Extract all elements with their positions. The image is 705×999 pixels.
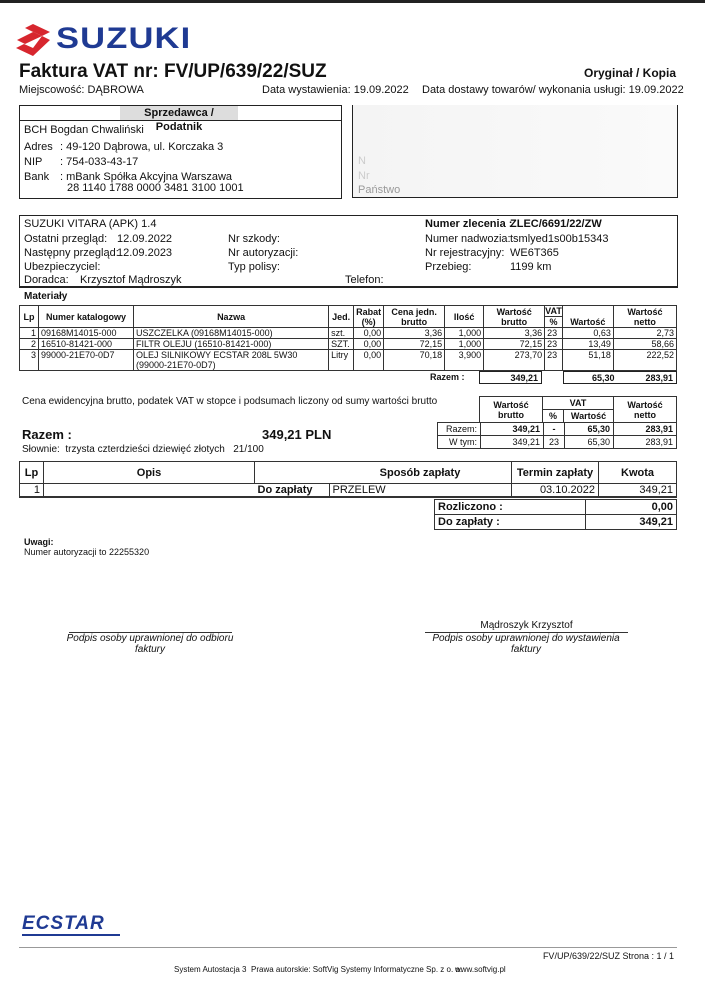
sum-wtym-vat: 65,30 <box>565 436 614 449</box>
seller-nip: : 754-033-43-17 <box>60 156 139 168</box>
last-inspection: 12.09.2022 <box>117 233 173 245</box>
materials-total-vat: 65,30 <box>592 373 615 383</box>
sum-wtym-label: W tym: <box>438 436 481 449</box>
materials-cell-vat: 51,18 <box>562 350 613 371</box>
summary-note: Cena ewidencyjna brutto, podatek VAT w stopce i podsumach liczony od sumy wartości brutto <box>22 396 438 407</box>
seller-address: : 49-120 Dąbrowa, ul. Korczaka 3 <box>60 141 224 153</box>
seller-box <box>19 105 342 199</box>
advisor: Krzysztof Mądroszyk <box>80 274 182 286</box>
footer-copyright: Prawa autorskie: SoftVig Systemy Informatyczne Sp. z o. o. <box>251 965 463 974</box>
reg-label: Nr rejestracyjny: <box>425 247 505 259</box>
materials-cell-unit: Litry <box>329 350 354 371</box>
materials-heading: Materiały <box>24 291 68 302</box>
total-label: Razem : <box>22 427 72 442</box>
total-value: 349,21 PLN <box>262 427 332 442</box>
materials-total-net: 283,91 <box>645 373 673 383</box>
seller-heading: Sprzedawca / Podatnik <box>120 106 238 121</box>
materials-cell-net: 58,66 <box>613 339 676 350</box>
materials-cell-vat-pct: 23 <box>545 328 563 339</box>
invoice-title: Faktura VAT nr: FV/UP/639/22/SUZ <box>19 61 327 82</box>
issue-date-line: Data wystawienia: 19.09.2022 <box>262 84 409 96</box>
ecstar-underline <box>22 934 120 936</box>
suzuki-logo-icon <box>16 24 50 56</box>
materials-cell-lp: 2 <box>20 339 39 350</box>
col-gross: Wartość brutto <box>484 306 545 328</box>
materials-row <box>20 339 677 350</box>
vin: tsmlyed1s00b15343 <box>510 233 609 245</box>
to-pay-value: 349,21 <box>586 515 677 530</box>
footer-page-ref: FV/UP/639/22/SUZ Strona : 1 / 1 <box>542 951 674 961</box>
authorization-label: Nr autoryzacji: <box>228 247 299 259</box>
ecstar-logo: ECSTAR <box>22 913 105 934</box>
materials-cell-unit: SZT. <box>329 339 354 350</box>
brand-logo-text: SUZUKI <box>56 22 192 55</box>
amount-in-words: Słownie: trzysta czterdzieści dziewięć złotych 21/100 <box>22 444 264 455</box>
mileage: 1199 km <box>510 261 552 273</box>
vehicle-divider <box>19 287 678 288</box>
buyer-line1: N <box>358 155 366 167</box>
last-inspection-label: Ostatni przegląd: <box>24 233 108 245</box>
materials-total-box <box>563 371 677 384</box>
order-label: Numer zlecenia : <box>425 218 513 230</box>
col-vat: VAT % <box>545 306 562 327</box>
col-net: Wartość netto <box>613 306 676 328</box>
reg: WE6T365 <box>510 247 559 259</box>
pay-col-method: Sposób zapłaty <box>329 462 512 484</box>
buyer-box <box>352 105 678 198</box>
summary-values-table <box>437 422 677 449</box>
vehicle-model: SUZUKI VITARA (APK) 1.4 <box>24 218 157 230</box>
to-pay-label: Do zapłaty : <box>435 515 586 530</box>
next-inspection-label: Następny przegląd: <box>24 247 119 259</box>
notes-text: Numer autoryzacji to 22255320 <box>24 547 150 557</box>
delivery-date-line: Data dostawy towarów/ wykonania usługi: 19.09.2022 <box>422 84 684 96</box>
materials-cell-vat: 0,63 <box>562 328 613 339</box>
advisor-label: Doradca: <box>24 274 69 286</box>
materials-cell-gross: 273,70 <box>484 350 545 371</box>
buyer-line2: Nr <box>358 170 370 182</box>
settled-value: 0,00 <box>586 500 677 515</box>
insurer-label: Ubezpieczyciel: <box>24 261 101 273</box>
notes-label: Uwagi: <box>24 537 54 547</box>
vin-label: Numer nadwozia: <box>425 233 511 245</box>
payment-summary-table <box>434 499 677 530</box>
pay-col-desc: Opis <box>44 462 255 484</box>
next-inspection: 12.09.2023 <box>117 247 173 259</box>
materials-table <box>19 305 677 371</box>
pay-col-lp: Lp <box>20 462 44 484</box>
materials-cell-net: 222,52 <box>613 350 676 371</box>
sum-col-vat-pct: % <box>543 410 564 423</box>
sum-wtym-gross: 349,21 <box>481 436 544 449</box>
settled-label: Rozliczono : <box>435 500 586 515</box>
pay-col-amount: Kwota <box>599 462 677 484</box>
pay-row-method: PRZELEW <box>329 484 512 497</box>
col-discount: Rabat (%) <box>354 306 384 328</box>
pay-row-due: 03.10.2022 <box>512 484 599 497</box>
seller-bank-account: 28 1140 1788 0000 3481 3100 1001 <box>67 182 244 194</box>
sum-razem-pct: - <box>544 423 565 436</box>
materials-row <box>20 328 677 339</box>
sum-razem-net: 283,91 <box>614 423 677 436</box>
materials-cell-name: USZCZELKA (09168M14015-000) <box>134 328 329 339</box>
materials-cell-catalog: 16510-81421-000 <box>39 339 134 350</box>
summary-header-table <box>479 396 677 423</box>
materials-total-gross: 349,21 <box>479 371 542 384</box>
materials-cell-net: 2,73 <box>613 328 676 339</box>
footer-divider <box>19 947 677 948</box>
col-qty: Ilość <box>445 306 484 328</box>
order-number: ZLEC/6691/22/ZW <box>510 218 602 230</box>
payment-divider <box>19 497 677 498</box>
payment-table <box>19 461 677 497</box>
materials-cell-catalog: 99000-21E70-0D7 <box>39 350 134 371</box>
seller-name: BCH Bogdan Chwaliński <box>24 124 144 136</box>
materials-cell-name: FILTR OLEJU (16510-81421-000) <box>134 339 329 350</box>
sum-razem-gross: 349,21 <box>481 423 544 436</box>
materials-cell-gross: 3,36 <box>484 328 545 339</box>
materials-cell-lp: 3 <box>20 350 39 371</box>
sum-col-net: Wartość netto <box>614 397 677 423</box>
pay-row-lp: 1 <box>20 484 44 497</box>
col-lp: Lp <box>20 306 39 328</box>
pay-col-due: Termin zapłaty <box>512 462 599 484</box>
sum-col-vat: VAT <box>543 397 614 410</box>
col-unit: Jed. <box>329 306 354 328</box>
policy-label: Typ polisy: <box>228 261 280 273</box>
materials-cell-price: 70,18 <box>384 350 445 371</box>
materials-cell-qty: 3,900 <box>445 350 484 371</box>
seller-nip-label: NIP <box>24 156 43 168</box>
materials-cell-vat: 13,49 <box>562 339 613 350</box>
buyer-country: Państwo <box>358 184 401 196</box>
mileage-label: Przebieg: <box>425 261 472 273</box>
materials-cell-discount: 0,00 <box>354 350 384 371</box>
materials-cell-price: 3,36 <box>384 328 445 339</box>
top-border <box>0 0 705 3</box>
materials-cell-lp: 1 <box>20 328 39 339</box>
materials-row <box>20 350 677 371</box>
materials-cell-price: 72,15 <box>384 339 445 350</box>
materials-cell-name: OLEJ SILNIKOWY ECSTAR 208L 5W30 (99000-21E70-0D7) <box>134 350 329 371</box>
pay-row-desc: Do zapłaty <box>255 484 330 497</box>
col-unit-price: Cena jedn. brutto <box>384 306 445 328</box>
materials-cell-gross: 72,15 <box>484 339 545 350</box>
materials-cell-qty: 1,000 <box>445 328 484 339</box>
seller-bank-label: Bank <box>24 171 50 183</box>
col-name: Nazwa <box>134 306 329 328</box>
sum-col-vat-val: Wartość <box>564 410 614 423</box>
issuer-signature-caption: Podpis osoby uprawnionej do wystawienia faktury <box>432 633 620 655</box>
sum-col-gross: Wartość brutto <box>480 397 543 423</box>
original-copy-label: Oryginał / Kopia <box>583 66 676 80</box>
sum-wtym-net: 283,91 <box>614 436 677 449</box>
materials-cell-catalog: 09168M14015-000 <box>39 328 134 339</box>
materials-cell-unit: szt. <box>329 328 354 339</box>
col-vat-value: Wartość <box>562 306 613 328</box>
materials-cell-vat-pct: 23 <box>545 339 563 350</box>
materials-cell-discount: 0,00 <box>354 328 384 339</box>
phone-label: Telefon: <box>345 274 384 286</box>
materials-cell-qty: 1,000 <box>445 339 484 350</box>
seller-bank-name: : mBank Spółka Akcyjna Warszawa <box>60 171 233 183</box>
issuer-name: Mądroszyk Krzysztof <box>480 620 573 631</box>
damage-label: Nr szkody: <box>228 233 280 245</box>
sum-wtym-pct: 23 <box>544 436 565 449</box>
place-line: Miejscowość: DĄBROWA <box>19 84 144 96</box>
footer-system: System Autostacja 3 <box>174 965 247 974</box>
materials-cell-discount: 0,00 <box>354 339 384 350</box>
materials-total-label: Razem : <box>430 372 465 382</box>
buyer-redacted-area <box>353 105 677 197</box>
sum-razem-label: Razem: <box>438 423 481 436</box>
receiver-signature-caption: Podpis osoby uprawnionej do odbioru faktury <box>66 633 234 655</box>
pay-row-amount: 349,21 <box>599 484 677 497</box>
seller-address-label: Adres <box>24 141 53 153</box>
sum-razem-vat: 65,30 <box>565 423 614 436</box>
footer-website: www.softvig.pl <box>455 965 506 974</box>
materials-cell-vat-pct: 23 <box>545 350 563 371</box>
col-catalog: Numer katalogowy <box>39 306 134 328</box>
